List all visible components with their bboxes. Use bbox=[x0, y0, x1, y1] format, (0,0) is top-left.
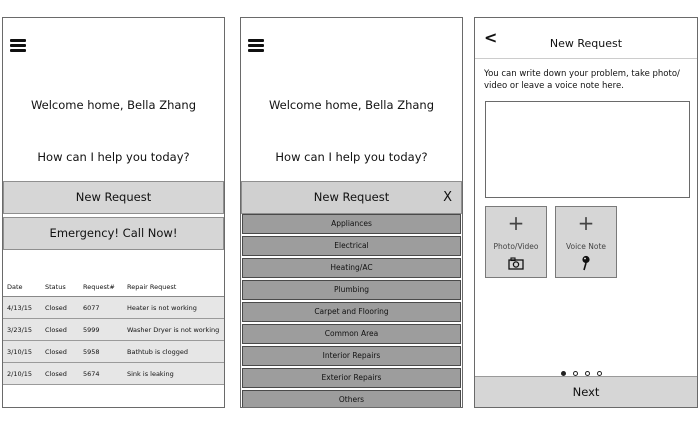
plus-icon: + bbox=[507, 211, 525, 235]
cell-repair: Heater is not working bbox=[123, 297, 224, 319]
new-request-button[interactable]: New Request bbox=[3, 181, 224, 214]
cell-repair: Washer Dryer is not working bbox=[123, 319, 224, 341]
menu-icon[interactable] bbox=[248, 39, 264, 51]
problem-description-input[interactable] bbox=[485, 101, 690, 198]
help-prompt: How can I help you today? bbox=[37, 150, 190, 164]
cell-date: 3/23/15 bbox=[3, 319, 41, 341]
photo-video-button[interactable] bbox=[485, 206, 547, 278]
cell-status: Closed bbox=[41, 341, 79, 363]
instructions-text: You can write down your problem, take photo/ video or leave a voice note here. bbox=[484, 69, 680, 91]
table-row[interactable] bbox=[3, 341, 224, 363]
new-request-label: New Request bbox=[313, 190, 390, 204]
category-carpet-flooring[interactable]: Carpet and Flooring bbox=[242, 302, 461, 322]
home-screen bbox=[2, 17, 225, 408]
plus-icon: + bbox=[577, 211, 595, 235]
voice-note-button[interactable] bbox=[555, 206, 617, 278]
cell-date: 4/13/15 bbox=[3, 297, 41, 319]
table-row[interactable] bbox=[3, 297, 224, 319]
close-icon[interactable]: X bbox=[443, 190, 452, 205]
welcome-text: Welcome home, Bella Zhang bbox=[30, 98, 197, 112]
cell-date: 2/10/15 bbox=[3, 363, 41, 385]
help-prompt: How can I help you today? bbox=[275, 150, 428, 164]
cell-status: Closed bbox=[41, 319, 79, 341]
top-bar bbox=[475, 18, 697, 59]
category-plumbing[interactable]: Plumbing bbox=[242, 280, 461, 300]
category-interior-repairs[interactable]: Interior Repairs bbox=[242, 346, 461, 366]
column-header-date: Date bbox=[3, 277, 41, 297]
microphone-icon bbox=[556, 255, 616, 275]
emergency-call-button[interactable]: Emergency! Call Now! bbox=[3, 217, 224, 250]
camera-icon bbox=[486, 255, 546, 274]
column-header-repair: Repair Request bbox=[123, 277, 224, 297]
next-button[interactable]: Next bbox=[475, 376, 697, 407]
new-request-dropdown[interactable] bbox=[241, 181, 462, 214]
new-request-screen bbox=[474, 17, 698, 408]
photo-video-label: Photo/Video bbox=[493, 242, 539, 251]
category-electrical[interactable]: Electrical bbox=[242, 236, 461, 256]
column-header-request: Request# bbox=[79, 277, 123, 297]
category-others[interactable]: Others bbox=[242, 390, 461, 408]
menu-icon[interactable] bbox=[10, 39, 26, 51]
welcome-text: Welcome home, Bella Zhang bbox=[268, 98, 435, 112]
category-common-area[interactable]: Common Area bbox=[242, 324, 461, 344]
column-header-status: Status bbox=[41, 277, 79, 297]
category-appliances[interactable]: Appliances bbox=[242, 214, 461, 234]
voice-note-label: Voice Note bbox=[565, 242, 607, 251]
request-history-table bbox=[3, 277, 224, 385]
cell-repair: Sink is leaking bbox=[123, 363, 224, 385]
table-row[interactable] bbox=[3, 363, 224, 385]
category-screen bbox=[240, 17, 463, 408]
category-heating-ac[interactable]: Heating/AC bbox=[242, 258, 461, 278]
cell-repair: Bathtub is clogged bbox=[123, 341, 224, 363]
cell-request: 5674 bbox=[79, 363, 123, 385]
cell-status: Closed bbox=[41, 297, 79, 319]
category-exterior-repairs[interactable]: Exterior Repairs bbox=[242, 368, 461, 388]
cell-date: 3/10/15 bbox=[3, 341, 41, 363]
cell-request: 5999 bbox=[79, 319, 123, 341]
back-icon[interactable]: < bbox=[484, 28, 498, 47]
cell-status: Closed bbox=[41, 363, 79, 385]
category-list bbox=[241, 214, 462, 408]
table-row[interactable] bbox=[3, 319, 224, 341]
cell-request: 5958 bbox=[79, 341, 123, 363]
table-header-row bbox=[3, 277, 224, 297]
cell-request: 6077 bbox=[79, 297, 123, 319]
page-title: New Request bbox=[549, 37, 623, 50]
